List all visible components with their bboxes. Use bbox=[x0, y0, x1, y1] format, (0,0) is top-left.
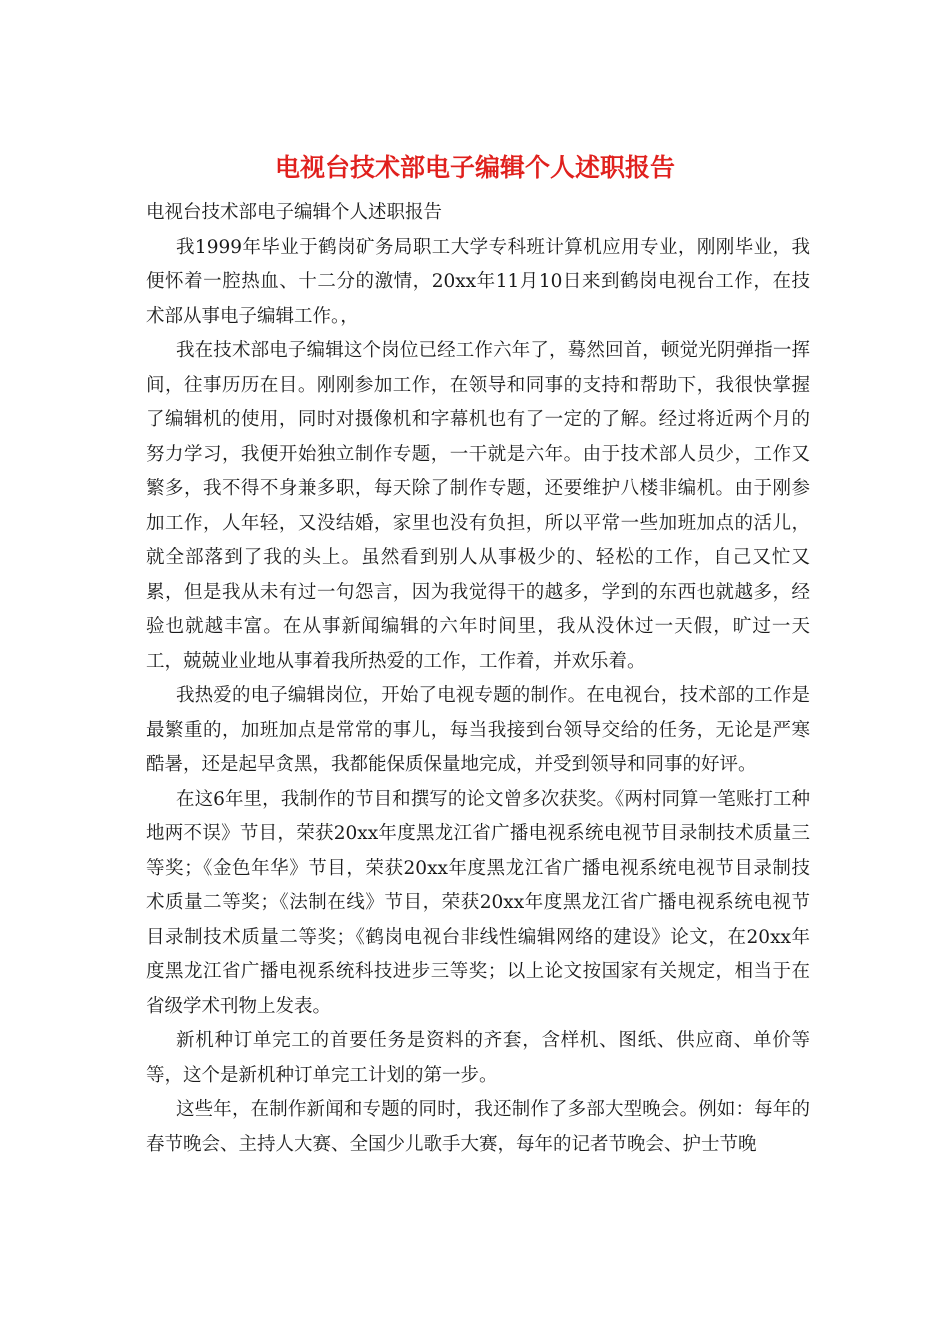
document-title: 电视台技术部电子编辑个人述职报告 bbox=[274, 153, 675, 182]
paragraph-5: 新机种订单完工的首要任务是资料的齐套，含样机、图纸、供应商、单价等等，这个是新机种订单完工计划的第一步。 bbox=[146, 1030, 810, 1086]
paragraph-2: 我在技术部电子编辑这个岗位已经工作六年了，蓦然回首，顿觉光阴弹指一挥间，往事历历在目。刚刚参加工作，在领导和同事的支持和帮助下，我很快掌握了编辑机的使用，同时对摄像机和字幕机也有了一定的了解。经过将近两个月的努力学习，我便开始独立制作专题，一干就是六年。由于技术部人员少，工作又繁多，我不得不身兼多职，每天除了制作专题，还要维护八楼非编机。由于刚参加工作，人年轻，又没结婚，家里也没有负担，所以平常一些加班加点的活儿，就全部落到了我的头上。虽然看到别人从事极少的、轻松的工作，自己又忙又累，但是我从未有过一句怨言，因为我觉得干的越多，学到的东西也就越多，经验也就越丰富。在从事新闻编辑的六年时间里，我从没休过一天假，旷过一天工，兢兢业业地从事着我所热爱的工作，工作着，并欢乐着。 bbox=[146, 340, 810, 672]
paragraph-4: 在这6年里，我制作的节目和撰写的论文曾多次获奖。《两村同算一笔账打工种地两不误》节目，荣获20xx年度黑龙江省广播电视系统电视节目录制技术质量三等奖；《金色年华》节目，荣获20xx年度黑龙江省广播电视系统电视节目录制技术质量二等奖；《法制在线》节目，荣获20xx年度黑龙江省广播电视系统电视节目录制技术质量二等奖；《鹤岗电视台非线性编辑网络的建设》论文，在20xx年度黑龙江省广播电视系统科技进步三等奖；以上论文按国家有关规定，相当于在省级学术刊物上发表。 bbox=[146, 788, 810, 1017]
document-body bbox=[146, 196, 810, 1162]
paragraph-6: 这些年，在制作新闻和专题的同时，我还制作了多部大型晚会。例如：每年的春节晚会、主持人大赛、全国少儿歌手大赛，每年的记者节晚会、护士节晚 bbox=[146, 1099, 810, 1155]
document-subtitle: 电视台技术部电子编辑个人述职报告 bbox=[146, 202, 443, 223]
paragraph-3: 我热爱的电子编辑岗位，开始了电视专题的制作。在电视台，技术部的工作是最繁重的，加班加点是常常的事儿，每当我接到台领导交给的任务，无论是严寒酷暑，还是起早贪黑，我都能保质保量地完成，并受到领导和同事的好评。 bbox=[146, 685, 810, 775]
paragraph-1: 我1999年毕业于鹤岗矿务局职工大学专科班计算机应用专业，刚刚毕业，我便怀着一腔热血、十二分的激情，20xx年11月10日来到鹤岗电视台工作，在技术部从事电子编辑工作。， bbox=[146, 236, 810, 327]
